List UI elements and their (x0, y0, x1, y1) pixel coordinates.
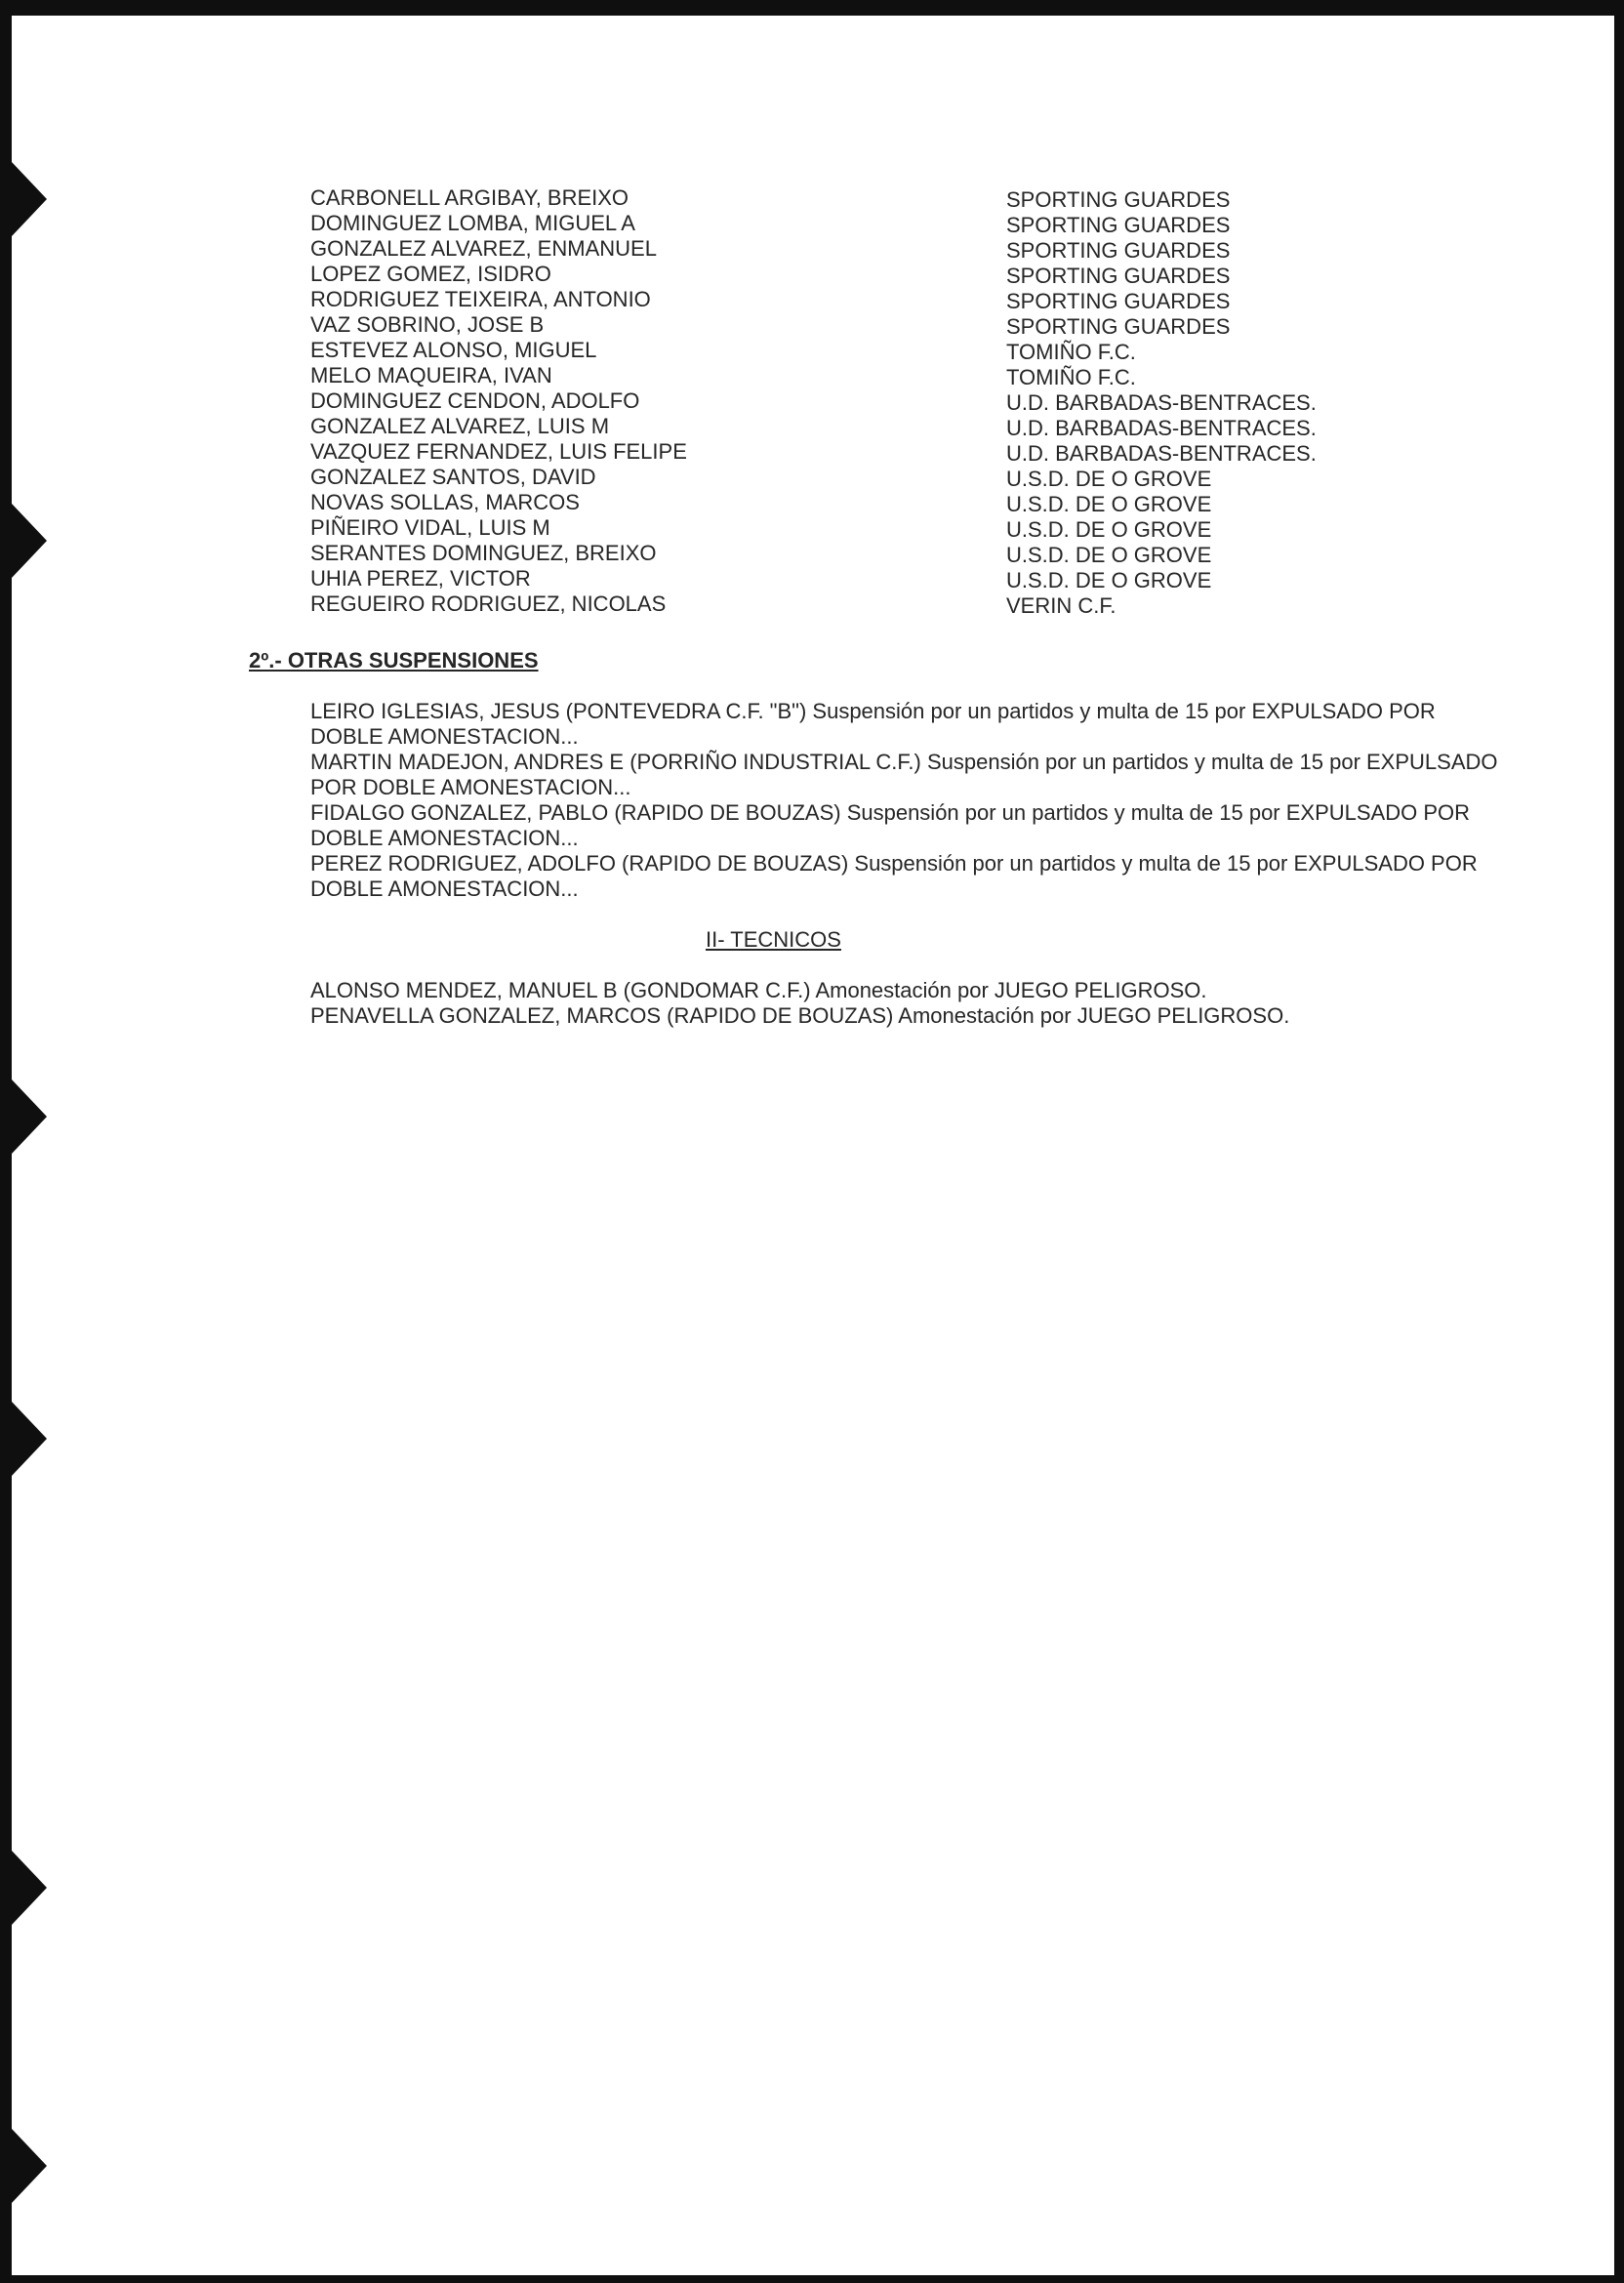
player-row (310, 312, 1384, 338)
player-row (310, 388, 1384, 414)
player-club: SPORTING GUARDES (1006, 289, 1231, 313)
player-row (310, 185, 1384, 211)
player-club: U.S.D. DE O GROVE (1006, 467, 1212, 491)
sanctioned-players-list (310, 185, 1384, 617)
torn-edge-notch (12, 504, 47, 578)
player-club: U.D. BARBADAS-BENTRACES. (1006, 441, 1317, 466)
player-row (310, 490, 1384, 515)
player-name: GONZALEZ ALVAREZ, LUIS M (310, 414, 610, 438)
player-name: VAZQUEZ FERNANDEZ, LUIS FELIPE (310, 439, 687, 464)
otras-suspensiones-list (310, 699, 1511, 902)
torn-edge-notch (12, 1080, 47, 1154)
tecnicos-heading: II- TECNICOS (706, 927, 841, 952)
player-club: TOMIÑO F.C. (1006, 340, 1136, 364)
torn-edge-notch (12, 1402, 47, 1476)
player-name: PIÑEIRO VIDAL, LUIS M (310, 515, 550, 540)
player-club: SPORTING GUARDES (1006, 314, 1231, 339)
torn-edge-notch (12, 162, 47, 236)
player-club: U.S.D. DE O GROVE (1006, 568, 1212, 592)
player-name: CARBONELL ARGIBAY, BREIXO (310, 185, 629, 210)
player-row (310, 465, 1384, 490)
player-row (310, 515, 1384, 541)
torn-edge-notch (12, 1851, 47, 1925)
player-club: U.D. BARBADAS-BENTRACES. (1006, 390, 1317, 415)
player-name: UHIA PEREZ, VICTOR (310, 566, 531, 591)
player-club: U.D. BARBADAS-BENTRACES. (1006, 416, 1317, 440)
player-name: LOPEZ GOMEZ, ISIDRO (310, 262, 551, 286)
player-name: RODRIGUEZ TEIXEIRA, ANTONIO (310, 287, 651, 311)
player-club: SPORTING GUARDES (1006, 264, 1231, 288)
suspension-item: PEREZ RODRIGUEZ, ADOLFO (RAPIDO DE BOUZAS) Suspensión por un partidos y multa de 15 por EXPULSADO POR DOBLE AMONESTACION... (310, 851, 1478, 901)
player-row (310, 262, 1384, 287)
player-row (310, 211, 1384, 236)
player-club: U.S.D. DE O GROVE (1006, 492, 1212, 516)
player-name: VAZ SOBRINO, JOSE B (310, 312, 545, 337)
player-row (310, 338, 1384, 363)
player-row (310, 363, 1384, 388)
player-club: VERIN C.F. (1006, 593, 1116, 618)
player-row (310, 566, 1384, 591)
player-name: MELO MAQUEIRA, IVAN (310, 363, 552, 387)
player-row (310, 541, 1384, 566)
player-name: DOMINGUEZ CENDON, ADOLFO (310, 388, 640, 413)
player-name: ESTEVEZ ALONSO, MIGUEL (310, 338, 597, 362)
coach-item: ALONSO MENDEZ, MANUEL B (GONDOMAR C.F.) Amonestación por JUEGO PELIGROSO. (310, 978, 1207, 1002)
otras-suspensiones-heading: 2º.- OTRAS SUSPENSIONES (249, 648, 539, 673)
torn-edge-notch (12, 2129, 47, 2203)
player-name: DOMINGUEZ LOMBA, MIGUEL A (310, 211, 635, 235)
player-name: GONZALEZ SANTOS, DAVID (310, 465, 596, 489)
player-row (310, 591, 1384, 617)
player-name: GONZALEZ ALVAREZ, ENMANUEL (310, 236, 657, 261)
player-club: TOMIÑO F.C. (1006, 365, 1136, 389)
player-row (310, 439, 1384, 465)
player-club: SPORTING GUARDES (1006, 187, 1231, 212)
tecnicos-list (310, 978, 1511, 1029)
player-row (310, 414, 1384, 439)
coach-item: PENAVELLA GONZALEZ, MARCOS (RAPIDO DE BOUZAS) Amonestación por JUEGO PELIGROSO. (310, 1003, 1290, 1028)
player-row (310, 287, 1384, 312)
player-club: U.S.D. DE O GROVE (1006, 543, 1212, 567)
player-row (310, 236, 1384, 262)
player-name: SERANTES DOMINGUEZ, BREIXO (310, 541, 657, 565)
player-club: U.S.D. DE O GROVE (1006, 517, 1212, 542)
player-name: NOVAS SOLLAS, MARCOS (310, 490, 580, 514)
player-club: SPORTING GUARDES (1006, 213, 1231, 237)
player-club: SPORTING GUARDES (1006, 238, 1231, 263)
player-name: REGUEIRO RODRIGUEZ, NICOLAS (310, 591, 667, 616)
suspension-item: MARTIN MADEJON, ANDRES E (PORRIÑO INDUSTRIAL C.F.) Suspensión por un partidos y multa de 15 por EXPULSADO POR DOBLE AMONESTACION... (310, 750, 1498, 799)
suspension-item: FIDALGO GONZALEZ, PABLO (RAPIDO DE BOUZAS) Suspensión por un partidos y multa de 15 por EXPULSADO POR DOBLE AMONESTACION... (310, 800, 1471, 850)
suspension-item: LEIRO IGLESIAS, JESUS (PONTEVEDRA C.F. "B") Suspensión por un partidos y multa de 15 por EXPULSADO POR DOBLE AMONESTACION... (310, 699, 1436, 749)
